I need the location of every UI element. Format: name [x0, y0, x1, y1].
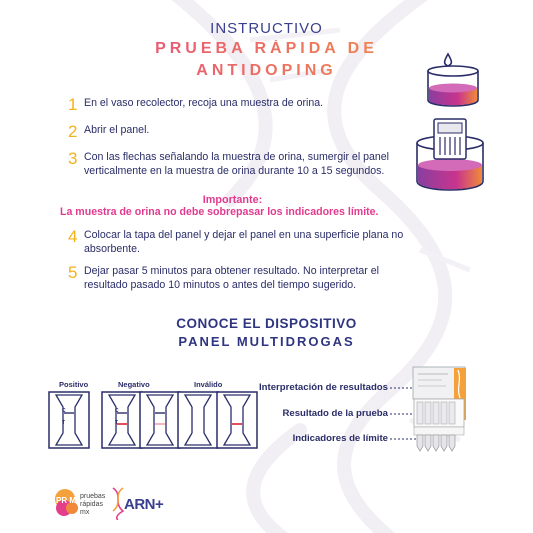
cassette-invalid-2: [216, 391, 258, 449]
cassette-negative-1: [101, 391, 143, 449]
step-number: 2: [68, 122, 78, 141]
label-interpretation: Interpretación de resultados: [258, 382, 388, 393]
step-2: [68, 124, 414, 140]
cassette-negative-1-c-label: C: [115, 408, 119, 414]
prm-logo-letters: PR M: [56, 496, 76, 505]
step-text: Colocar la tapa del panel y dejar el panel en una superficie plana no absorbente.: [84, 229, 404, 255]
step-number: 4: [68, 227, 78, 246]
step-text: Abrir el panel.: [84, 124, 150, 136]
step-number: 5: [68, 263, 78, 282]
page-title: INSTRUCTIVO: [210, 20, 323, 37]
label-limit-indicators: Indicadores de límite: [292, 433, 388, 444]
step-number: 3: [68, 149, 78, 168]
cassette-positive-t-label: T: [62, 420, 66, 426]
cassette-positive: [48, 391, 90, 449]
step-3: [68, 151, 414, 178]
multidrug-panel-device: [412, 366, 470, 458]
page-subtitle-1: PRUEBA RÁPIDA DE: [0, 40, 533, 58]
device-subheading: PANEL MULTIDROGAS: [178, 334, 355, 349]
step-5: [68, 265, 414, 292]
prm-logo-text-1: pruebas: [80, 493, 106, 500]
cassette-positive-c-label: C: [62, 408, 66, 414]
step-text: Con las flechas señalando la muestra de orina, sumergir el panel verticalmente en la muestra de orina durante 10 a 15 segundos.: [84, 151, 390, 177]
result-label-invalid: Inválido: [194, 380, 223, 389]
collector-cup-icon: [422, 52, 484, 110]
step-number: 1: [68, 95, 78, 114]
result-label-negative: Negativo: [118, 380, 150, 389]
step-4: [68, 229, 414, 256]
page-subtitle-2: ANTIDOPING: [0, 62, 533, 80]
prm-logo-text-3: mx: [80, 509, 90, 516]
important-heading: Importante:: [202, 194, 263, 206]
arn-logo-text: ARN+: [124, 496, 164, 513]
prm-logo-text-2: rápidas: [80, 501, 103, 508]
step-text: Dejar pasar 5 minutos para obtener resultado. No interpretar el resultado pasado 10 minutos o antes del tiempo sugerido.: [84, 265, 380, 291]
step-text: En el vaso recolector, recoja una muestra de orina.: [84, 97, 324, 109]
device-heading: CONOCE EL DISPOSITIVO: [176, 316, 357, 331]
cassette-invalid-1: [177, 391, 219, 449]
panel-in-cup-icon: [412, 115, 488, 195]
important-text: La muestra de orina no debe sobrepasar los indicadores límite.: [60, 206, 379, 218]
cassette-negative-2: [139, 391, 181, 449]
result-label-positive: Positivo: [59, 380, 89, 389]
cassette-negative-1-t-label: T: [115, 420, 119, 426]
label-test-result: Resultado de la prueba: [282, 408, 388, 419]
step-1: [68, 97, 414, 113]
